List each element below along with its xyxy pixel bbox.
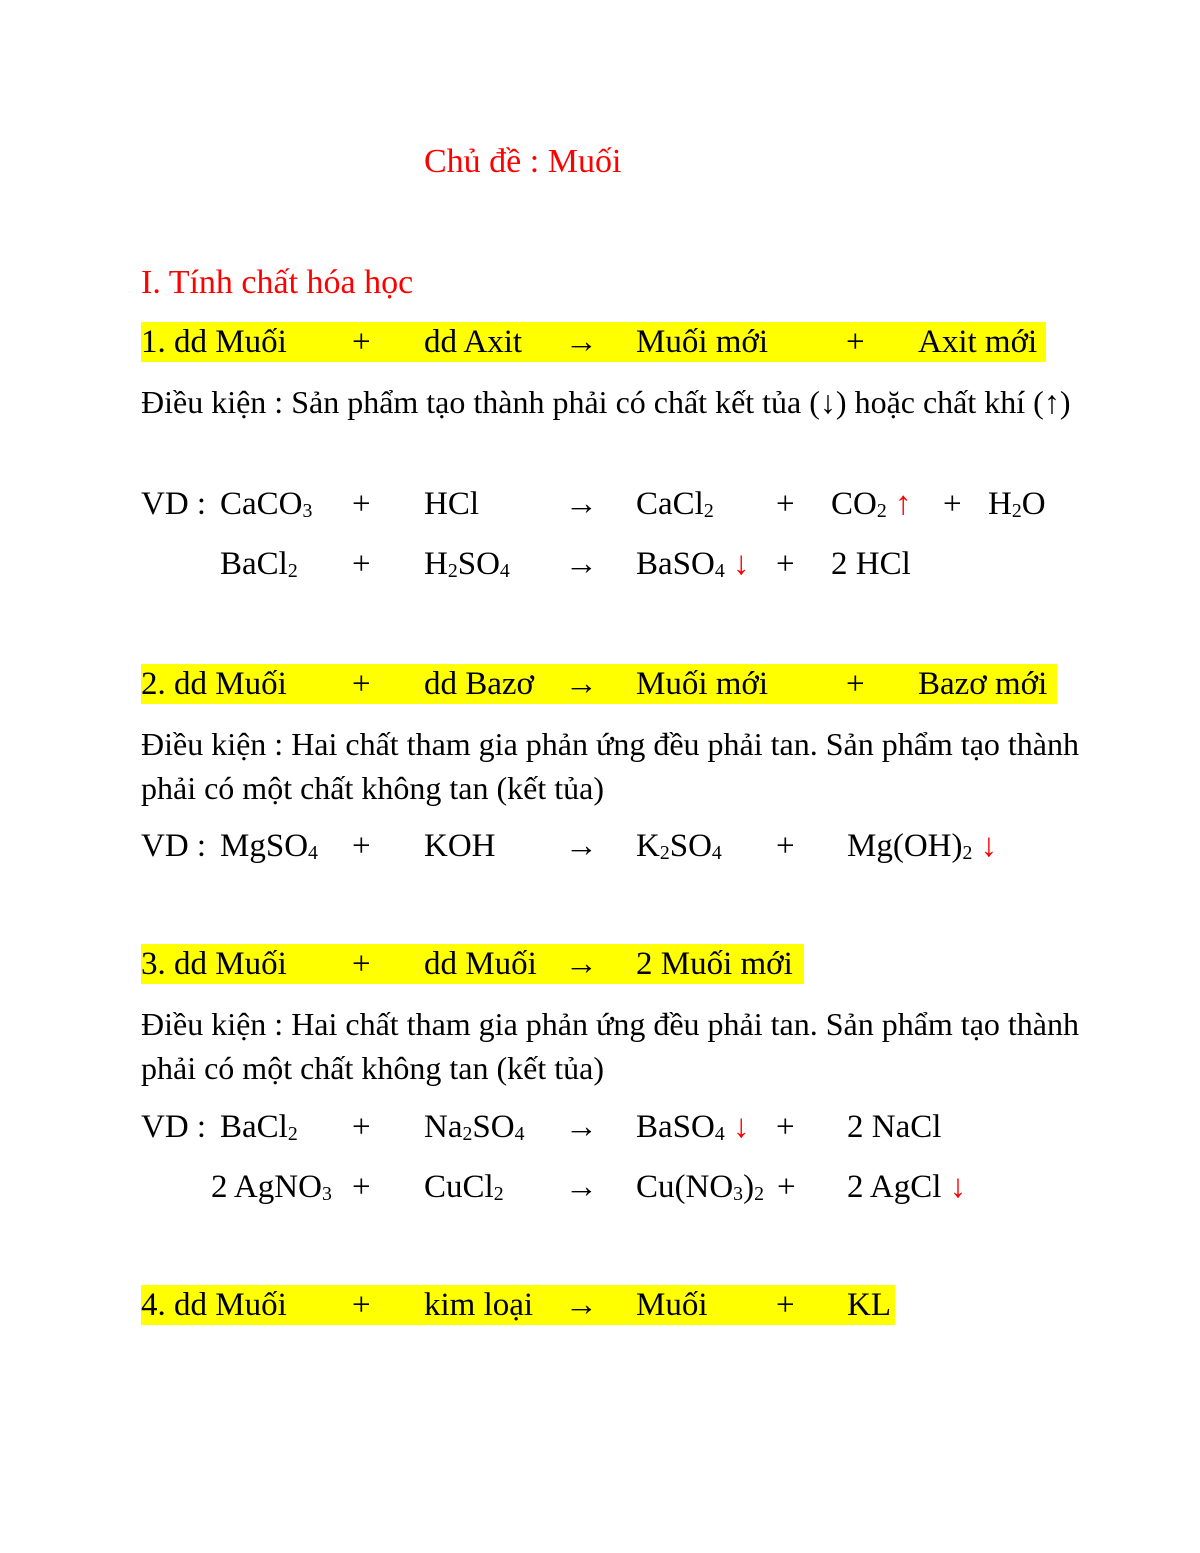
gas-up-arrow-icon: ↑ xyxy=(894,486,912,522)
example-1-product-2: $CO_2$ ↑ xyxy=(831,486,912,522)
rule-2-product-1: Muối mới xyxy=(636,666,769,702)
rule-1-product-1: Muối mới xyxy=(636,324,769,360)
example-5-product-2: 2 AgCl ↓ xyxy=(847,1169,967,1205)
precipitate-down-arrow-icon: ↓ xyxy=(732,1109,750,1145)
rule-2-plus: + xyxy=(352,666,371,702)
rule-4-product-1: Muối xyxy=(636,1287,708,1323)
example-1-product-3: $H_2O$ xyxy=(988,486,1046,522)
example-3-product-1: $K_2SO_4$ xyxy=(636,828,722,864)
example-4-reactant-1: BaCl$_2$ xyxy=(220,1109,298,1145)
reaction-arrow: → xyxy=(565,828,598,864)
plus-sign: + xyxy=(776,1109,795,1145)
rule-1-condition: Điều kiện : Sản phẩm tạo thành phải có chất kết tủa (↓) hoặc chất khí (↑) xyxy=(141,384,1071,420)
plus-sign: + xyxy=(776,546,795,582)
plus-sign: + xyxy=(776,486,795,522)
rule-4-reactant-2: kim loại xyxy=(424,1287,534,1323)
reaction-arrow: → xyxy=(565,546,598,582)
rule-2-condition: Điều kiện : Hai chất tham gia phản ứng đều phải tan. Sản phẩm tạo thành phải có một chất không tan (kết tủa) xyxy=(141,726,1079,806)
rule-2-arrow: → xyxy=(565,666,598,702)
rule-4-arrow: → xyxy=(565,1287,598,1323)
example-5-reactant-1: 2 AgNO$_3$ xyxy=(211,1169,332,1205)
rule-1-product-2: Axit mới xyxy=(918,324,1038,360)
plus-sign: + xyxy=(777,1169,796,1205)
rule-2-reactant-2: dd Bazơ xyxy=(424,666,535,702)
section-heading: I. Tính chất hóa học xyxy=(141,264,414,301)
rule-3-condition: Điều kiện : Hai chất tham gia phản ứng đều phải tan. Sản phẩm tạo thành phải có một chất không tan (kết tủa) xyxy=(141,1006,1079,1086)
example-4-reactant-2: $Na_2SO_4$ xyxy=(424,1109,525,1145)
example-5-reactant-2: CuCl$_2$ xyxy=(424,1169,504,1205)
example-prefix: VD : xyxy=(141,486,207,522)
rule-4-plus-2: + xyxy=(776,1287,795,1323)
plus-sign: + xyxy=(352,1169,371,1205)
rule-4-plus: + xyxy=(352,1287,371,1323)
example-3-reactant-2: KOH xyxy=(424,828,496,864)
example-3-reactant-1: MgSO$_4$ xyxy=(220,828,318,864)
rule-1-reactant-1: 1. dd Muối xyxy=(141,324,287,360)
example-2-product-1: BaSO$_4$ ↓ xyxy=(636,546,750,582)
rule-3-plus: + xyxy=(352,946,371,982)
example-2-reactant-1: BaCl$_2$ xyxy=(220,546,298,582)
example-4-product-2: 2 NaCl xyxy=(847,1109,942,1145)
precipitate-down-arrow-icon: ↓ xyxy=(980,828,998,864)
example-1-reactant-1: CaCO$_3$ xyxy=(220,486,313,522)
example-prefix: VD : xyxy=(141,828,207,864)
page-title: Chủ đề : Muối xyxy=(424,143,622,180)
plus-sign: + xyxy=(352,828,371,864)
example-5-product-1: $Cu(NO_3)_2$ xyxy=(636,1169,764,1205)
rule-2-product-2: Bazơ mới xyxy=(918,666,1048,702)
reaction-arrow: → xyxy=(565,1169,598,1205)
rule-3-product: 2 Muối mới xyxy=(636,946,793,982)
rule-1-plus: + xyxy=(352,324,371,360)
rule-1-arrow: → xyxy=(565,324,598,360)
reaction-arrow: → xyxy=(565,1109,598,1145)
plus-sign: + xyxy=(352,546,371,582)
example-4-product-1: BaSO$_4$ ↓ xyxy=(636,1109,750,1145)
rule-4-reactant-1: 4. dd Muối xyxy=(141,1287,287,1323)
rule-1-reactant-2: dd Axit xyxy=(424,324,523,360)
reaction-arrow: → xyxy=(565,486,598,522)
plus-sign: + xyxy=(776,828,795,864)
example-2-product-2: 2 HCl xyxy=(831,546,911,582)
rule-3-reactant-2: dd Muối xyxy=(424,946,537,982)
example-3-product-2: $Mg(OH)_2$ ↓ xyxy=(847,828,998,864)
rule-3-arrow: → xyxy=(565,946,598,982)
rule-2-reactant-1: 2. dd Muối xyxy=(141,666,287,702)
precipitate-down-arrow-icon: ↓ xyxy=(732,546,750,582)
precipitate-down-arrow-icon: ↓ xyxy=(949,1169,967,1205)
plus-sign: + xyxy=(943,486,962,522)
plus-sign: + xyxy=(352,1109,371,1145)
rule-2-plus-2: + xyxy=(846,666,865,702)
example-prefix: VD : xyxy=(141,1109,207,1145)
example-1-reactant-2: HCl xyxy=(424,486,480,522)
example-2-reactant-2: $H_2SO_4$ xyxy=(424,546,510,582)
plus-sign: + xyxy=(352,486,371,522)
rule-3-reactant-1: 3. dd Muối xyxy=(141,946,287,982)
rule-1-plus-2: + xyxy=(846,324,865,360)
example-1-product-1: CaCl$_2$ xyxy=(636,486,714,522)
rule-4-product-2: KL xyxy=(847,1287,891,1323)
